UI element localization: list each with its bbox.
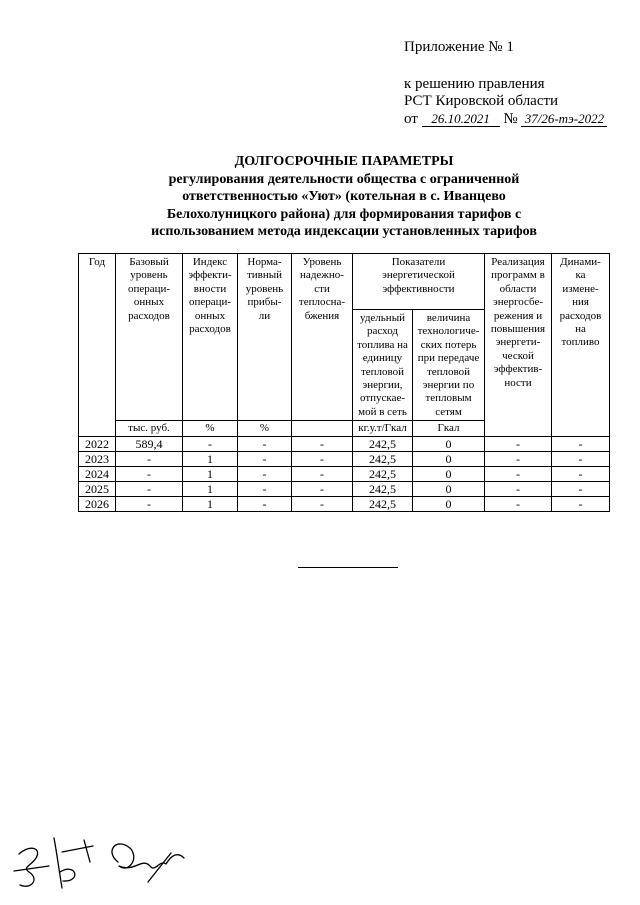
cell-heat-losses: 0 bbox=[413, 467, 485, 482]
decision-date-line bbox=[404, 111, 607, 128]
cell-fuel-rate: 242,5 bbox=[353, 497, 413, 512]
title-line-1: регулирования деятельности общества с ограниченной bbox=[168, 171, 520, 187]
table-row bbox=[79, 467, 610, 482]
parameters-table bbox=[78, 253, 610, 512]
separator-line bbox=[298, 567, 398, 568]
cell-efficiency-index: 1 bbox=[183, 452, 238, 467]
header-year: Год bbox=[79, 254, 116, 437]
document-title bbox=[78, 153, 610, 241]
cell-base-opex: - bbox=[116, 482, 183, 497]
cell-base-opex: - bbox=[116, 452, 183, 467]
cell-heat-losses: 0 bbox=[413, 452, 485, 467]
decision-date: 26.10.2021 bbox=[422, 111, 500, 127]
table-row bbox=[79, 452, 610, 467]
title-line-3: Белохолуницкого района) для формирования тарифов с bbox=[166, 206, 522, 222]
date-prefix: от bbox=[404, 111, 418, 127]
header-fuel-cost-dynamics: Динами- ка измене- ния расходов на топливо bbox=[552, 254, 610, 437]
cell-efficiency-index: 1 bbox=[183, 497, 238, 512]
cell-profit-level: - bbox=[238, 482, 292, 497]
unit-efficiency-index: % bbox=[183, 421, 238, 437]
cell-year: 2026 bbox=[79, 497, 116, 512]
cell-efficiency-index: 1 bbox=[183, 482, 238, 497]
cell-fuel-cost-dynamics: - bbox=[552, 482, 610, 497]
cell-profit-level: - bbox=[238, 437, 292, 452]
cell-profit-level: - bbox=[238, 497, 292, 512]
cell-energy-programs: - bbox=[485, 497, 552, 512]
table-header-row bbox=[79, 254, 610, 310]
cell-fuel-rate: 242,5 bbox=[353, 482, 413, 497]
header-fuel-rate: удельный расход топлива на единицу тепловой энергии, отпускае- мой в сеть bbox=[353, 310, 413, 421]
unit-base-opex: тыс. руб. bbox=[116, 421, 183, 437]
table-row bbox=[79, 497, 610, 512]
cell-reliability: - bbox=[292, 437, 353, 452]
title-line-4: использованием метода индексации установленных тарифов bbox=[151, 224, 537, 240]
cell-efficiency-index: 1 bbox=[183, 467, 238, 482]
cell-energy-programs: - bbox=[485, 437, 552, 452]
decision-number: 37/26-тэ-2022 bbox=[521, 111, 607, 127]
cell-year: 2022 bbox=[79, 437, 116, 452]
cell-reliability: - bbox=[292, 497, 353, 512]
cell-reliability: - bbox=[292, 467, 353, 482]
cell-fuel-rate: 242,5 bbox=[353, 452, 413, 467]
cell-year: 2023 bbox=[79, 452, 116, 467]
cell-heat-losses: 0 bbox=[413, 482, 485, 497]
signatures bbox=[0, 820, 200, 900]
cell-year: 2024 bbox=[79, 467, 116, 482]
cell-fuel-cost-dynamics: - bbox=[552, 497, 610, 512]
signature-1 bbox=[14, 838, 93, 888]
cell-base-opex: 589,4 bbox=[116, 437, 183, 452]
signature-2 bbox=[112, 844, 184, 882]
header-heat-losses: величина технологиче- ских потерь при передаче тепловой энергии по тепловым сетям bbox=[413, 310, 485, 421]
header-energy-programs: Реализация программ в области энергосбе- режения и повышения энергети- ческой эффектив- ности bbox=[485, 254, 552, 437]
cell-heat-losses: 0 bbox=[413, 497, 485, 512]
cell-energy-programs: - bbox=[485, 482, 552, 497]
title-line-2: ответственностью «Уют» (котельная в с. Иванцево bbox=[182, 189, 506, 205]
cell-fuel-rate: 242,5 bbox=[353, 467, 413, 482]
title-heading: ДОЛГОСРОЧНЫЕ ПАРАМЕТРЫ bbox=[234, 154, 454, 169]
cell-base-opex: - bbox=[116, 467, 183, 482]
decision-line-1: к решению правления bbox=[404, 76, 545, 92]
cell-efficiency-index: - bbox=[183, 437, 238, 452]
header-energy-efficiency: Показатели энергетической эффективности bbox=[353, 254, 485, 310]
cell-heat-losses: 0 bbox=[413, 437, 485, 452]
unit-heat-losses: Гкал bbox=[413, 421, 485, 437]
decision-line-2: РСТ Кировской области bbox=[404, 93, 559, 109]
cell-energy-programs: - bbox=[485, 467, 552, 482]
header-reliability: Уровень надежно- сти теплосна- бжения bbox=[292, 254, 353, 421]
header-base-opex: Базовый уровень операци- онных расходов bbox=[116, 254, 183, 421]
number-prefix: № bbox=[503, 111, 518, 127]
cell-fuel-cost-dynamics: - bbox=[552, 452, 610, 467]
cell-base-opex: - bbox=[116, 497, 183, 512]
table-row bbox=[79, 482, 610, 497]
header-profit-level: Норма- тивный уровень прибы- ли bbox=[238, 254, 292, 421]
unit-fuel-rate: кг.у.т/Гкал bbox=[353, 421, 413, 437]
table-row bbox=[79, 437, 610, 452]
unit-reliability bbox=[292, 421, 353, 437]
cell-energy-programs: - bbox=[485, 452, 552, 467]
cell-year: 2025 bbox=[79, 482, 116, 497]
cell-fuel-rate: 242,5 bbox=[353, 437, 413, 452]
cell-profit-level: - bbox=[238, 467, 292, 482]
cell-reliability: - bbox=[292, 482, 353, 497]
cell-reliability: - bbox=[292, 452, 353, 467]
appendix-title: Приложение № 1 bbox=[404, 39, 514, 55]
cell-profit-level: - bbox=[238, 452, 292, 467]
header-efficiency-index: Индекс эффекти- вности операци- онных расходов bbox=[183, 254, 238, 421]
unit-profit-level: % bbox=[238, 421, 292, 437]
cell-fuel-cost-dynamics: - bbox=[552, 467, 610, 482]
cell-fuel-cost-dynamics: - bbox=[552, 437, 610, 452]
